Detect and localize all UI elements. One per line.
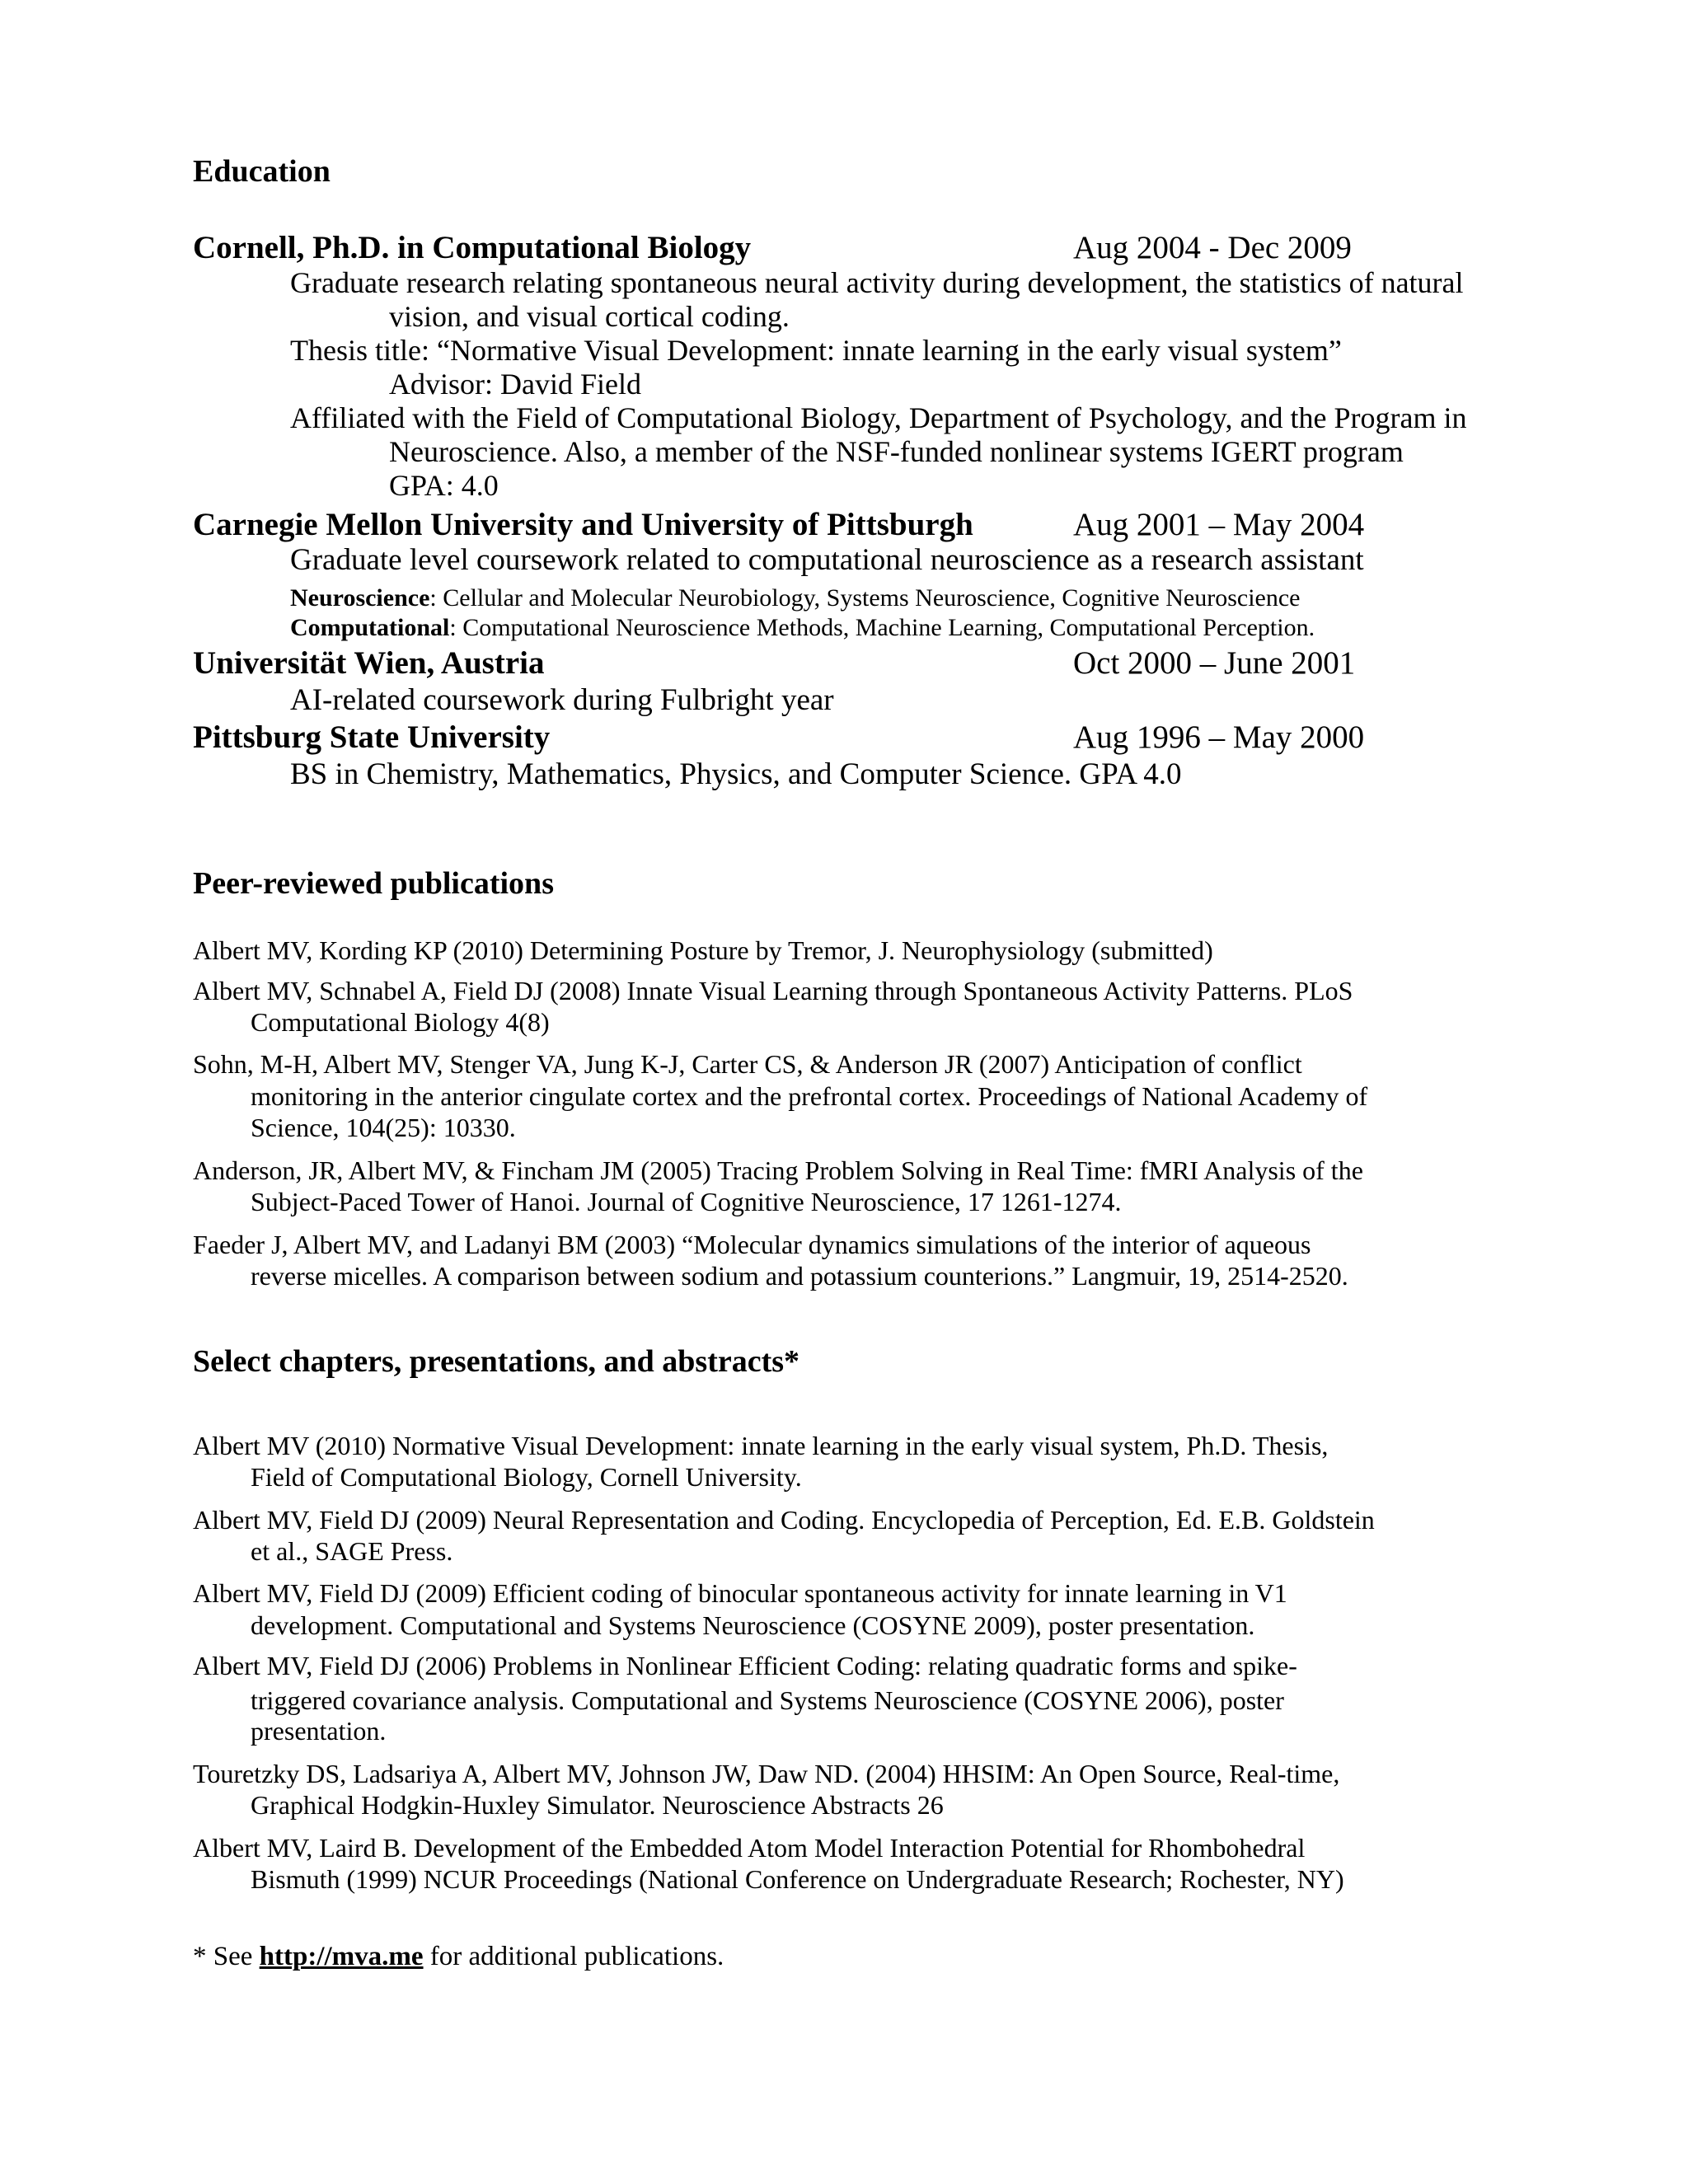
chapter-item-cont: Graphical Hodgkin-Huxley Simulator. Neuroscience Abstracts 26: [251, 1790, 944, 1820]
cornell-line: Neuroscience. Also, a member of the NSF-funded nonlinear systems IGERT program: [389, 435, 1404, 468]
cmu-detail-neuroscience: [290, 584, 1301, 612]
wien-dates: Oct 2000 – June 2001: [1073, 645, 1356, 681]
cornell-dates: Aug 2004 - Dec 2009: [1073, 230, 1352, 265]
cmu-institution: Carnegie Mellon University and University of Pittsburgh: [193, 507, 973, 542]
publication-item-cont: reverse micelles. A comparison between sodium and potassium counterions.” Langmuir, 19, 2514-2520.: [251, 1261, 1348, 1291]
cmu-dates: Aug 2001 – May 2004: [1073, 507, 1365, 542]
cmu-detail-computational: [290, 614, 1315, 642]
detail-text: : Cellular and Molecular Neurobiology, Systems Neuroscience, Cognitive Neuroscience: [429, 584, 1301, 612]
chapter-item-cont: presentation.: [251, 1716, 387, 1746]
chapter-item-cont: development. Computational and Systems Neuroscience (COSYNE 2009), poster presentation.: [251, 1610, 1255, 1640]
chapter-item-cont: triggered covariance analysis. Computational and Systems Neuroscience (COSYNE 2006), poster: [251, 1685, 1284, 1715]
footnote: [193, 1942, 724, 1972]
publication-item: Sohn, M-H, Albert MV, Stenger VA, Jung K-J, Carter CS, & Anderson JR (2007) Anticipation of conflict: [193, 1049, 1302, 1079]
chapter-item: Albert MV, Field DJ (2009) Neural Representation and Coding. Encyclopedia of Perception, Ed. E.B. Goldstein: [193, 1505, 1375, 1535]
cornell-line: Graduate research relating spontaneous neural activity during development, the statistics of natural: [290, 266, 1464, 299]
chapter-item-cont: Field of Computational Biology, Cornell University.: [251, 1462, 802, 1492]
chapter-item-cont: et al., SAGE Press.: [251, 1536, 453, 1566]
detail-label: Computational: [290, 614, 450, 641]
chapter-item: Touretzky DS, Ladsariya A, Albert MV, Johnson JW, Daw ND. (2004) HHSIM: An Open Source, Real-time,: [193, 1759, 1340, 1788]
cornell-line: Thesis title: “Normative Visual Development: innate learning in the early visual system”: [290, 334, 1342, 367]
chapter-item: Albert MV, Field DJ (2006) Problems in Nonlinear Efficient Coding: relating quadratic forms and spike-: [193, 1651, 1297, 1680]
education-heading: Education: [193, 154, 331, 189]
cmu-line: Graduate level coursework related to computational neuroscience as a research assistant: [290, 543, 1364, 577]
chapter-item: Albert MV, Field DJ (2009) Efficient coding of binocular spontaneous activity for innate learning in V1: [193, 1578, 1287, 1608]
cornell-line: Affiliated with the Field of Computational Biology, Department of Psychology, and the Program in: [290, 401, 1467, 434]
cornell-institution: Cornell, Ph.D. in Computational Biology: [193, 230, 752, 265]
chapters-heading: Select chapters, presentations, and abstracts*: [193, 1344, 800, 1379]
wien-institution: Universität Wien, Austria: [193, 645, 545, 681]
publication-item: Anderson, JR, Albert MV, & Fincham JM (2005) Tracing Problem Solving in Real Time: fMRI Analysis of the: [193, 1155, 1363, 1185]
publications-heading: Peer-reviewed publications: [193, 866, 554, 901]
pittstate-line: BS in Chemistry, Mathematics, Physics, and Computer Science. GPA 4.0: [290, 757, 1182, 791]
website-link[interactable]: http://mva.me: [259, 1942, 424, 1971]
publication-item: Faeder J, Albert MV, and Ladanyi BM (2003) “Molecular dynamics simulations of the interior of aqueous: [193, 1230, 1311, 1259]
publication-item-cont: Science, 104(25): 10330.: [251, 1113, 516, 1142]
detail-text: : Computational Neuroscience Methods, Machine Learning, Computational Perception.: [449, 614, 1315, 641]
cornell-line: GPA: 4.0: [389, 469, 499, 502]
pittstate-dates: Aug 1996 – May 2000: [1073, 719, 1365, 755]
chapter-item-cont: Bismuth (1999) NCUR Proceedings (National Conference on Undergraduate Research; Rochester, NY): [251, 1864, 1344, 1894]
footnote-suffix: for additional publications.: [423, 1942, 724, 1971]
pittstate-institution: Pittsburg State University: [193, 719, 551, 755]
detail-label: Neuroscience: [290, 584, 430, 612]
footnote-prefix: * See: [193, 1942, 260, 1971]
chapter-item: Albert MV, Laird B. Development of the Embedded Atom Model Interaction Potential for Rhombohedral: [193, 1833, 1306, 1863]
publication-item-cont: monitoring in the anterior cingulate cortex and the prefrontal cortex. Proceedings of National Academy of: [251, 1081, 1368, 1111]
cornell-line: Advisor: David Field: [389, 368, 641, 401]
publication-item: Albert MV, Kording KP (2010) Determining Posture by Tremor, J. Neurophysiology (submitted): [193, 935, 1213, 965]
wien-line: AI-related coursework during Fulbright year: [290, 683, 834, 717]
cornell-line: vision, and visual cortical coding.: [389, 300, 790, 333]
chapter-item: Albert MV (2010) Normative Visual Development: innate learning in the early visual system, Ph.D. Thesis,: [193, 1431, 1329, 1460]
publication-item-cont: Subject-Paced Tower of Hanoi. Journal of Cognitive Neuroscience, 17 1261-1274.: [251, 1187, 1122, 1216]
publication-item: Albert MV, Schnabel A, Field DJ (2008) Innate Visual Learning through Spontaneous Activity Patterns. PLoS: [193, 976, 1353, 1005]
publication-item-cont: Computational Biology 4(8): [251, 1007, 550, 1037]
